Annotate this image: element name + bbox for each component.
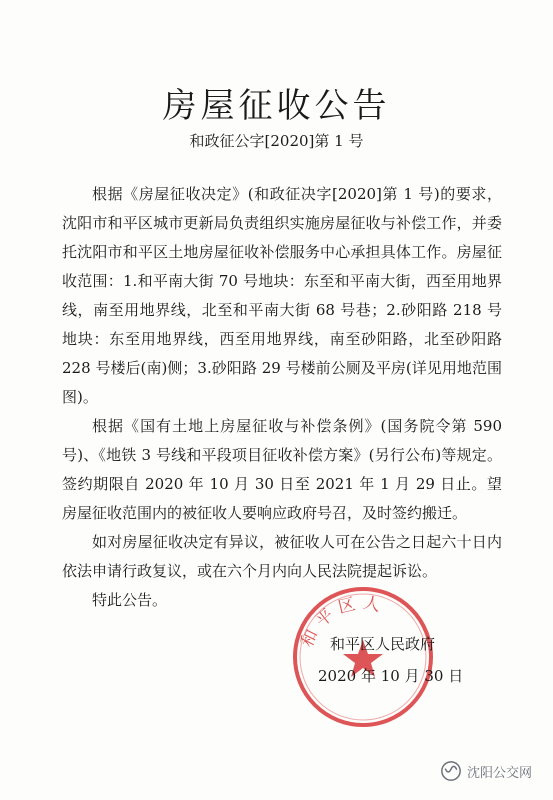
document-title: 房屋征收公告: [162, 86, 391, 126]
paragraph-regulation: 根据《国有土地上房屋征收与补偿条例》(国务院令第 590 号)、《地铁 3 号线和平段项目征收补偿方案》(另行公布)等规定。签约期限自 2020 年 10 月 30 日至 2021 年 1 月 29 日止。望房屋征收范围内的被征收人要响应政府号召，及时签约搬迁。: [62, 417, 502, 522]
paragraph-decision: 根据《房屋征收决定》(和政征决字[2020]第 1 号)的要求，沈阳市和平区城市更新局负责组织实施房屋征收与补偿工作，并委托沈阳市和平区土地房屋征收补偿服务中心承担具体工作。房屋征收范围：1.和平南大街 70 号地块：东至和平南大街，西至用地界线，南至用地界线，北至和平南大街 68 号巷；2.砂阳路 218 号地块：东至用地界线，西至用地界线，南至砂阳路，北至砂阳路 228 号楼后(南)侧；3.砂阳路 29 号楼前公厕及平房(详见用地范围图)。: [62, 185, 502, 406]
watermark: [440, 760, 532, 782]
document-body: [62, 180, 502, 615]
document-number: 和政征公字[2020]第 1 号: [189, 132, 364, 150]
paragraph-closing: 特此公告。: [92, 591, 168, 609]
paragraph-appeal: 如对房屋征收决定有异议，被征收人可在公告之日起六十日内依法申请行政复议，或在六个月内向人民法院提起诉讼。: [62, 533, 502, 580]
signature-organization: 和平区人民政府: [330, 635, 436, 653]
wechat-channel-icon: [440, 760, 462, 782]
svg-text:和平区人: 和平区人: [297, 593, 388, 651]
watermark-text: 沈阳公交网: [467, 765, 533, 781]
signature-date: 2020 年 10 月 30 日: [318, 667, 464, 685]
